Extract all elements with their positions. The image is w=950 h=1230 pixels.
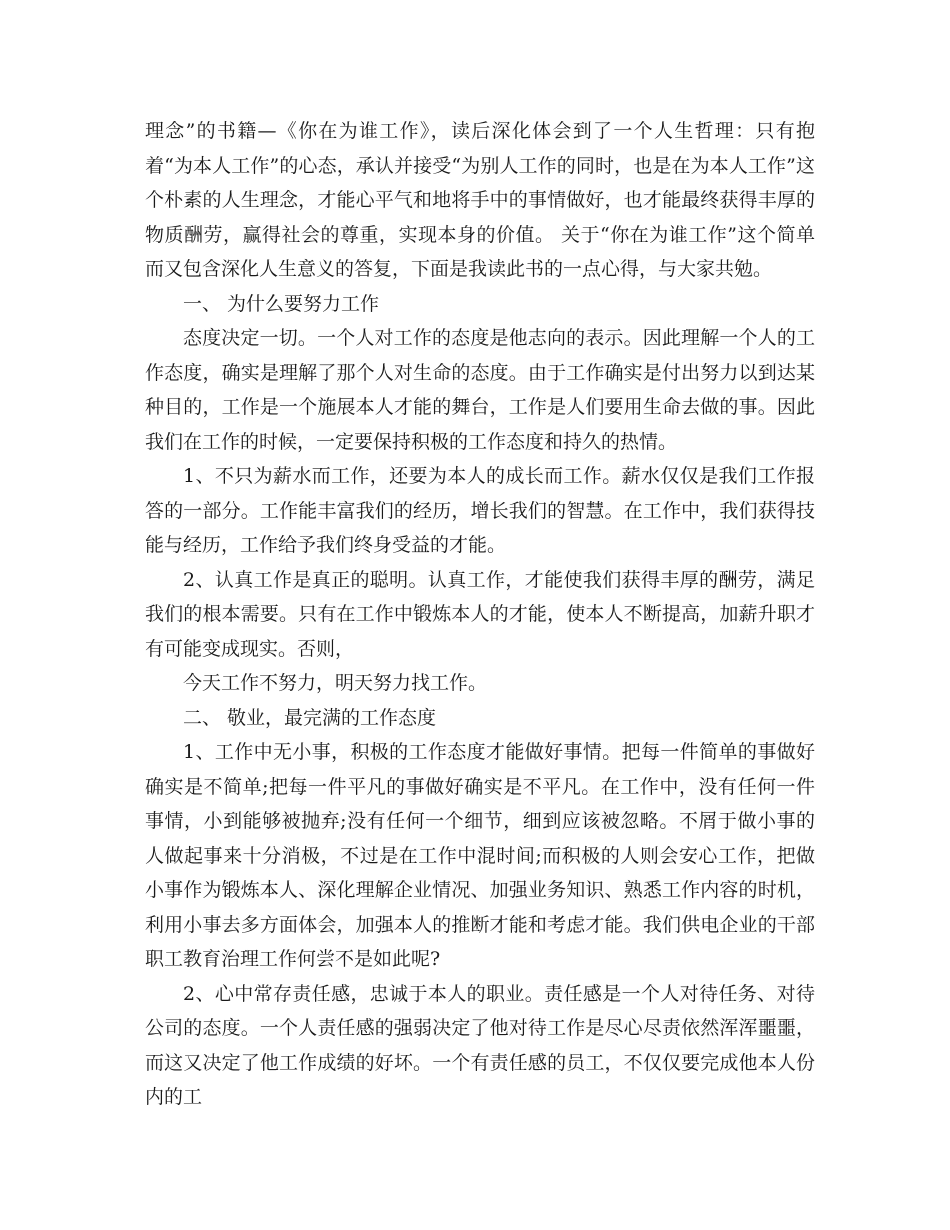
document-body	[145, 114, 815, 1115]
paragraph-no-small-things: 1、工作中无小事，积极的工作态度才能做好事情。把每一件简单的事做好确实是不简单;把每一件平凡的事做好确实是不平凡。在工作中，没有任何一件事情，小到能够被抛弃;没有任何一个细节，细到应该被忽略。不屑于做小事的人做起事来十分消极，不过是在工作中混时间;而积极的人则会安心工作，把做小事作为锻炼本人、深化理解企业情况、加强业务知识、熟悉工作内容的时机，利用小事去多方面体会，加强本人的推断才能和考虑才能。我们供电企业的干部职工教育治理工作何尝不是如此呢?	[145, 741, 815, 970]
paragraph-saying: 今天工作不努力，明天努力找工作。	[183, 672, 488, 694]
paragraph-intro: 理念”的书籍—《你在为谁工作》，读后深化体会到了一个人生哲理：只有抱着“为本人工作”的心态，承认并接受“为别人工作的同时，也是在为本人工作”这个朴素的人生理念，才能心平气和地将手中的事情做好，也才能最终获得丰厚的物质酬劳，赢得社会的尊重，实现本身的价值。 关于“你在为谁工作”这个简单而又包含深化人生意义的答复，下面是我读此书的一点心得，与大家共勉。	[145, 120, 815, 280]
section-heading-2: 二、 敬业，最完满的工作态度	[183, 706, 437, 729]
paragraph-point-2-diligence: 2、认真工作是真正的聪明。认真工作，才能使我们获得丰厚的酬劳，满足我们的根本需要。只有在工作中锻炼本人的才能，使本人不断提高，加薪升职才有可能变成现实。否则，	[145, 568, 815, 660]
section-heading-1: 一、 为什么要努力工作	[183, 292, 380, 315]
paragraph-attitude: 态度决定一切。一个人对工作的态度是他志向的表示。因此理解一个人的工作态度，确实是理解了那个人对生命的态度。由于工作确实是付出努力以到达某种目的，工作是一个施展本人才能的舞台，工作是人们要用生命去做的事。因此我们在工作的时候，一定要保持积极的工作态度和持久的热情。	[145, 327, 815, 453]
paragraph-responsibility: 2、心中常存责任感，忠诚于本人的职业。责任感是一个人对待任务、对待公司的态度。一个人责任感的强弱决定了他对待工作是尽心尽责依然浑浑噩噩，而这又决定了他工作成绩的好坏。一个有责任感的员工，不仅仅要完成他本人份内的工	[145, 982, 815, 1108]
paragraph-point-1-salary: 1、不只为薪水而工作，还要为本人的成长而工作。薪水仅仅是我们工作报答的一部分。工作能丰富我们的经历，增长我们的智慧。在工作中，我们获得技能与经历，工作给予我们终身受益的才能。	[145, 465, 815, 556]
